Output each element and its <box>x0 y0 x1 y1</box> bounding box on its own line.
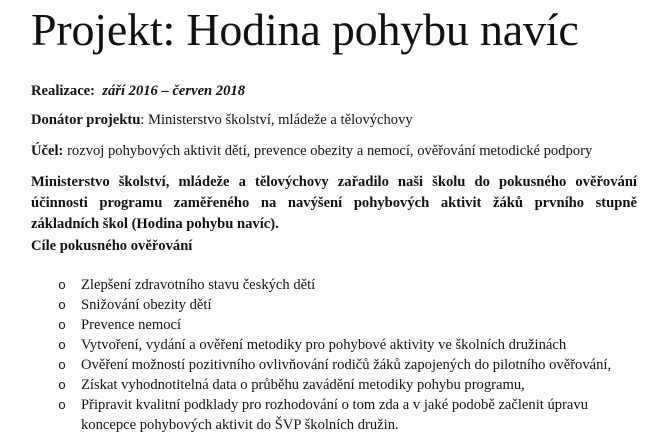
goal-text: Zlepšení zdravotního stavu českých dětí <box>81 277 316 293</box>
goal-item <box>56 275 636 295</box>
intro-paragraph: Ministerstvo školství, mládeže a tělovýchovy zařadilo naši školu do pokusného ověřování účinnosti programu zaměřeného na navýšení pohybových aktivit žáků prvního stupně základních škol (Hodina pohybu navíc). <box>31 174 637 232</box>
realizace-value: září 2016 – červen 2018 <box>102 83 245 99</box>
goal-text: Ověření možností pozitivního ovlivňování rodičů žáků zapojených do pilotního ověřování, <box>81 357 612 373</box>
goal-item <box>56 395 636 435</box>
goal-text: Vytvoření, vydání a ověření metodiky pro pohybové aktivity ve školních družinách <box>81 337 567 353</box>
bullet-circle-icon: o <box>58 377 66 392</box>
goal-item <box>56 295 636 315</box>
goal-text: Získat vyhodnotitelná data o průběhu zavádění metodiky pohybu programu, <box>81 377 525 393</box>
ucel-label: Účel: <box>31 143 64 159</box>
goal-text: Snižování obezity dětí <box>81 297 212 313</box>
realizace-label: Realizace: <box>31 83 96 99</box>
bullet-circle-icon: o <box>58 277 66 292</box>
ucel-row <box>31 141 637 162</box>
bullet-circle-icon: o <box>58 297 66 312</box>
goal-item <box>56 355 636 375</box>
bullet-circle-icon: o <box>58 337 66 352</box>
bullet-circle-icon: o <box>58 357 66 372</box>
goals-list <box>56 275 636 435</box>
goal-text: Prevence nemocí <box>81 317 182 333</box>
bullet-circle-icon: o <box>58 317 66 332</box>
goal-item <box>56 375 636 395</box>
document-title: Projekt: Hodina pohybu navíc <box>31 4 579 55</box>
donator-value: : Ministerstvo školství, mládeže a tělovýchovy <box>140 112 413 128</box>
ucel-value: rozvoj pohybových aktivit dětí, prevence obezity a nemocí, ověřování metodické podpory <box>63 143 593 159</box>
goals-heading: Cíle pokusného ověřování <box>31 238 193 254</box>
bullet-circle-icon: o <box>58 397 66 412</box>
goal-text: Připravit kvalitní podklady pro rozhodování o tom zda a v jaké podobě začlenit úpravu koncepce pohybových aktivit do ŠVP školních družin. <box>81 397 588 433</box>
goal-item <box>56 335 636 355</box>
goal-item <box>56 315 636 335</box>
donator-row <box>31 110 637 131</box>
realizace-row <box>31 81 637 102</box>
donator-label: Donátor projektu <box>31 112 141 128</box>
